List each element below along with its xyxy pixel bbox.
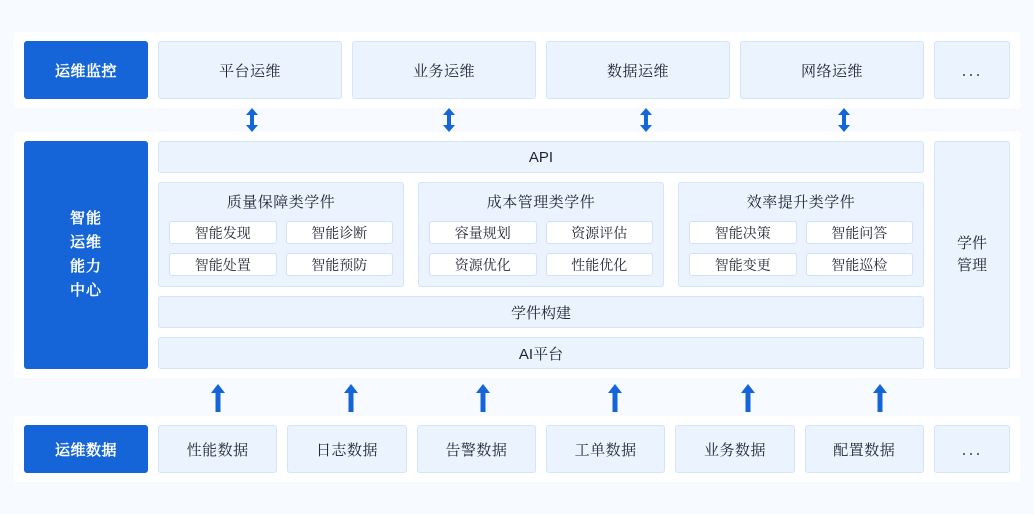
arrow-up-icon — [740, 384, 756, 412]
aiops-center-content — [158, 141, 924, 369]
learnware-item[interactable]: 资源评估 — [546, 221, 654, 244]
group-efficiency-improvement-items — [689, 221, 913, 276]
group-cost-management-items — [429, 221, 653, 276]
group-quality-assurance-items — [169, 221, 393, 276]
learnware-item[interactable]: 智能变更 — [689, 253, 797, 276]
ops-data-item-business[interactable]: 业务数据 — [675, 425, 794, 473]
double-arrow-vertical-icon — [638, 108, 654, 132]
ops-data-item-performance[interactable]: 性能数据 — [158, 425, 277, 473]
learnware-item[interactable]: 资源优化 — [429, 253, 537, 276]
ops-data-item-alarm[interactable]: 告警数据 — [417, 425, 536, 473]
arrow-up-icon — [607, 384, 623, 412]
bottom-connectors — [14, 382, 1020, 416]
arrow-up-icon — [872, 384, 888, 412]
double-arrow-vertical-icon — [441, 108, 457, 132]
top-connectors — [14, 108, 1020, 132]
group-cost-management — [418, 182, 664, 287]
group-efficiency-improvement-title: 效率提升类学件 — [746, 194, 856, 211]
ops-monitoring-item-business[interactable]: 业务运维 — [352, 41, 536, 99]
ops-data-label: 运维数据 — [24, 425, 148, 473]
arrow-up-icon — [475, 384, 491, 412]
learnware-item[interactable]: 智能处置 — [169, 253, 277, 276]
double-arrow-vertical-icon — [836, 108, 852, 132]
aiops-center-label-line-3: 能力 — [69, 258, 102, 275]
arrow-up-icon — [210, 384, 226, 412]
learnware-item[interactable]: 智能发现 — [169, 221, 277, 244]
learnware-management-label — [934, 141, 1010, 369]
learnware-groups — [158, 182, 924, 287]
aiops-center-label-line-1: 智能 — [69, 210, 102, 227]
ops-monitoring-item-network[interactable]: 网络运维 — [740, 41, 924, 99]
learnware-build-bar: 学件构建 — [158, 296, 924, 328]
ops-data-item-log[interactable]: 日志数据 — [287, 425, 406, 473]
aiops-center-label-line-2: 运维 — [69, 234, 102, 251]
learnware-item[interactable]: 智能问答 — [806, 221, 914, 244]
ops-monitoring-item-data[interactable]: 数据运维 — [546, 41, 730, 99]
ops-monitoring-more[interactable]: ... — [934, 41, 1010, 99]
aiops-capability-center — [14, 132, 1020, 378]
group-quality-assurance — [158, 182, 404, 287]
group-cost-management-title: 成本管理类学件 — [486, 194, 596, 211]
learnware-item[interactable]: 智能预防 — [286, 253, 394, 276]
aiops-center-label — [24, 141, 148, 369]
learnware-item[interactable]: 性能优化 — [546, 253, 654, 276]
aiops-center-label-line-4: 中心 — [69, 282, 102, 299]
ops-data-more[interactable]: ... — [934, 425, 1010, 473]
learnware-item[interactable]: 容量规划 — [429, 221, 537, 244]
api-bar: API — [158, 141, 924, 173]
group-quality-assurance-title: 质量保障类学件 — [226, 194, 336, 211]
ops-monitoring-row — [14, 32, 1020, 108]
ai-platform-bar: AI平台 — [158, 337, 924, 369]
ops-monitoring-label: 运维监控 — [24, 41, 148, 99]
group-efficiency-improvement — [678, 182, 924, 287]
learnware-item[interactable]: 智能决策 — [689, 221, 797, 244]
ops-data-item-ticket[interactable]: 工单数据 — [546, 425, 665, 473]
learnware-item[interactable]: 智能巡检 — [806, 253, 914, 276]
learnware-item[interactable]: 智能诊断 — [286, 221, 394, 244]
double-arrow-vertical-icon — [244, 108, 260, 132]
ops-monitoring-item-platform[interactable]: 平台运维 — [158, 41, 342, 99]
ops-data-row — [14, 416, 1020, 482]
ops-data-item-config[interactable]: 配置数据 — [805, 425, 924, 473]
arrow-up-icon — [343, 384, 359, 412]
learnware-management-line-1: 学件 — [956, 235, 987, 252]
learnware-management-line-2: 管理 — [956, 257, 987, 274]
